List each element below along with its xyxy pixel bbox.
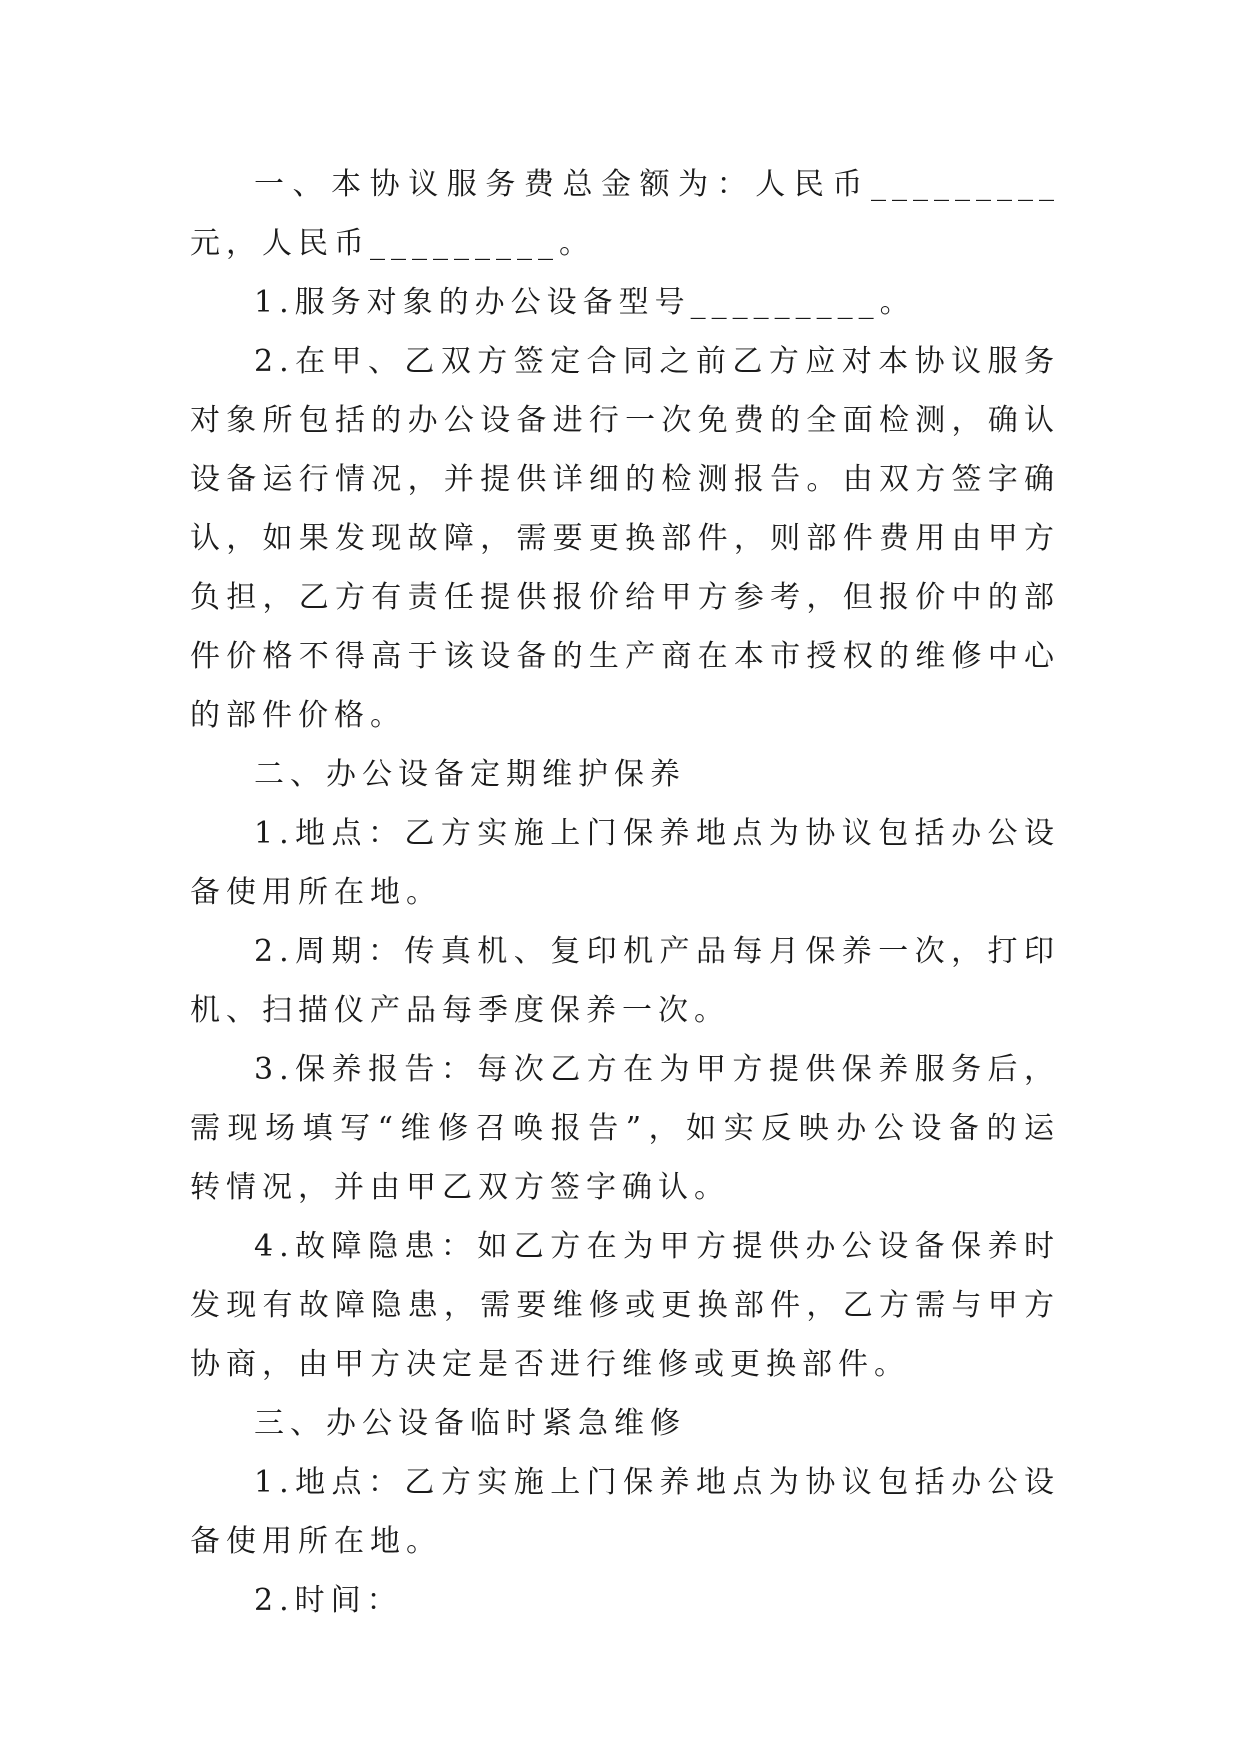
paragraph-fault-hazards: 4.故障隐患：如乙方在为甲方提供办公设备保养时发现有故障隐患，需要维修或更换部件，乙方需与甲方协商，由甲方决定是否进行维修或更换部件。 — [190, 1229, 1060, 1382]
paragraph-service-fee-total: 一、本协议服务费总金额为：人民币_________元，人民币_________。 — [190, 167, 1060, 261]
paragraph-repair-time: 2.时间： — [254, 1583, 403, 1618]
paragraph-maintenance-report: 3.保养报告：每次乙方在为甲方提供保养服务后，需现场填写“维修召唤报告”，如实反映办公设备的运转情况，并由甲乙双方签字确认。 — [190, 1052, 1060, 1205]
paragraph-initial-inspection: 2.在甲、乙双方签定合同之前乙方应对本协议服务对象所包括的办公设备进行一次免费的全面检测，确认设备运行情况，并提供详细的检测报告。由双方签字确认，如果发现故障，需要更换部件，则部件费用由甲方负担，乙方有责任提供报价给甲方参考，但报价中的部件价格不得高于该设备的生产商在本市授权的维修中心的部件价格。 — [190, 344, 1060, 733]
paragraph-maintenance-location: 1.地点：乙方实施上门保养地点为协议包括办公设备使用所在地。 — [190, 816, 1060, 910]
paragraph-repair-location: 1.地点：乙方实施上门保养地点为协议包括办公设备使用所在地。 — [190, 1465, 1060, 1559]
paragraph-equipment-model: 1.服务对象的办公设备型号_________。 — [254, 285, 916, 320]
paragraph-maintenance-cycle: 2.周期：传真机、复印机产品每月保养一次，打印机、扫描仪产品每季度保养一次。 — [190, 934, 1060, 1028]
document-body — [190, 155, 1060, 1630]
section-heading-emergency-repair: 三、办公设备临时紧急维修 — [254, 1406, 686, 1441]
section-heading-regular-maintenance: 二、办公设备定期维护保养 — [254, 757, 686, 792]
